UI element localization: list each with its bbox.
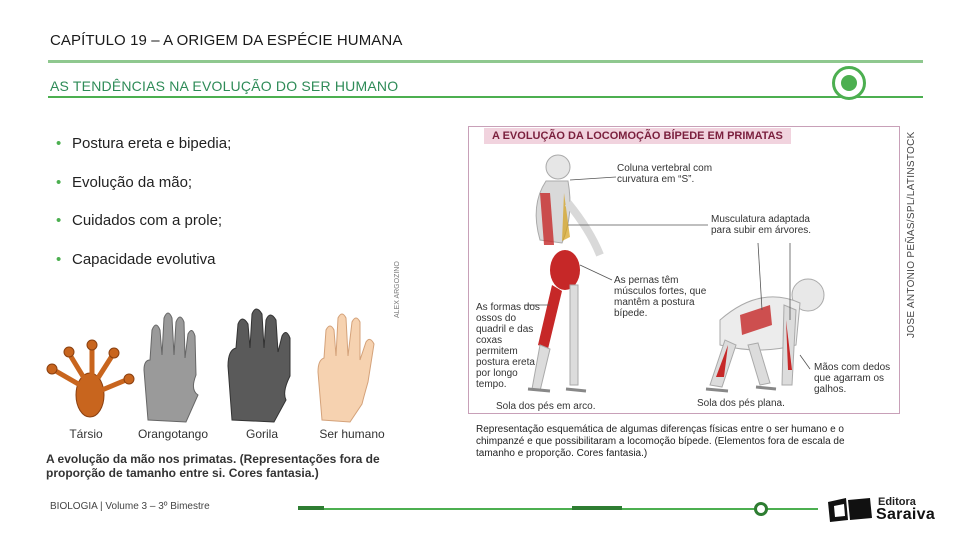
hand-label-human: Ser humano — [319, 427, 385, 441]
section-title: AS TENDÊNCIAS NA EVOLUÇÃO DO SER HUMANO — [50, 78, 399, 94]
label-hands: Mãos com dedos que agarram os galhos. — [814, 362, 891, 395]
bullet-text: Evolução da mão; — [72, 174, 193, 191]
hand-label-gorilla: Gorila — [245, 427, 278, 441]
gorilla-hand-icon — [228, 309, 290, 422]
bullet-item — [56, 251, 215, 268]
header-rule — [48, 60, 923, 63]
locomotion-figure-title: A EVOLUÇÃO DA LOCOMOÇÃO BÍPEDE EM PRIMATAS — [484, 128, 791, 144]
footer-rule-accent — [572, 506, 622, 510]
chimpanzee-skeleton-icon — [706, 279, 824, 391]
bullet-dot-icon: • — [56, 251, 62, 268]
hands-credit: ALEX ARGOZINO — [394, 261, 401, 318]
locomotion-credit: JOSE ANTONIO PEÑAS/SPL/LATINSTOCK — [906, 131, 917, 338]
logo-editora: Editora — [878, 496, 916, 508]
chapter-title: CAPÍTULO 19 – A ORIGEM DA ESPÉCIE HUMANA — [50, 32, 403, 49]
bullet-text: Cuidados com a prole; — [72, 212, 223, 229]
bullet-text: Postura ereta e bipedia; — [72, 135, 232, 152]
label-hips: As formas dos ossos do quadril e das coxas permitem postura ereta por longo tempo. — [476, 302, 540, 390]
label-spine: Coluna vertebral com curvatura em “S”. — [617, 163, 713, 185]
logo-saraiva: Saraiva — [876, 506, 936, 523]
orangutan-hand-icon — [144, 313, 198, 422]
label-legs: As pernas têm músculos fortes, que mantêm a postura bípede. — [614, 275, 707, 319]
footer-text: BIOLOGIA | Volume 3 – 3º Bimestre — [50, 501, 210, 512]
section-circle-dot — [841, 75, 857, 91]
label-sole-flat: Sola dos pés plana. — [697, 398, 785, 409]
bullet-dot-icon: • — [56, 212, 62, 229]
bullet-item — [56, 174, 192, 191]
human-hand-icon — [318, 314, 374, 422]
footer-circle-decoration — [754, 502, 768, 516]
label-muscles: Musculatura adaptada para subir em árvores. — [711, 214, 812, 236]
tarsier-hand-icon — [47, 340, 134, 417]
footer-rule — [298, 508, 818, 510]
hand-label-tarsier: Társio — [69, 427, 103, 441]
bullet-item — [56, 135, 231, 152]
bullet-text: Capacidade evolutiva — [72, 251, 216, 268]
saraiva-book-logo-icon — [826, 496, 874, 524]
locomotion-caption: Representação esquemática de algumas diferenças físicas entre o ser humano e o chimpanzé e que possibilitaram a locomoção bípede. (Elementos fora de escala de tamanho e proporção. Cores fantasia.) — [476, 424, 845, 459]
bullet-dot-icon: • — [56, 174, 62, 191]
hands-illustration — [40, 300, 400, 425]
bullet-item — [56, 212, 222, 229]
bullet-dot-icon: • — [56, 135, 62, 152]
hand-label-orangutan: Orangotango — [137, 427, 209, 441]
hands-caption: A evolução da mão nos primatas. (Representações fora de proporção de tamanho entre si. Cores fantasia.) — [46, 452, 380, 480]
footer-rule-accent — [298, 506, 324, 510]
label-sole-arch: Sola dos pés em arco. — [496, 401, 596, 412]
section-rule — [48, 96, 923, 98]
